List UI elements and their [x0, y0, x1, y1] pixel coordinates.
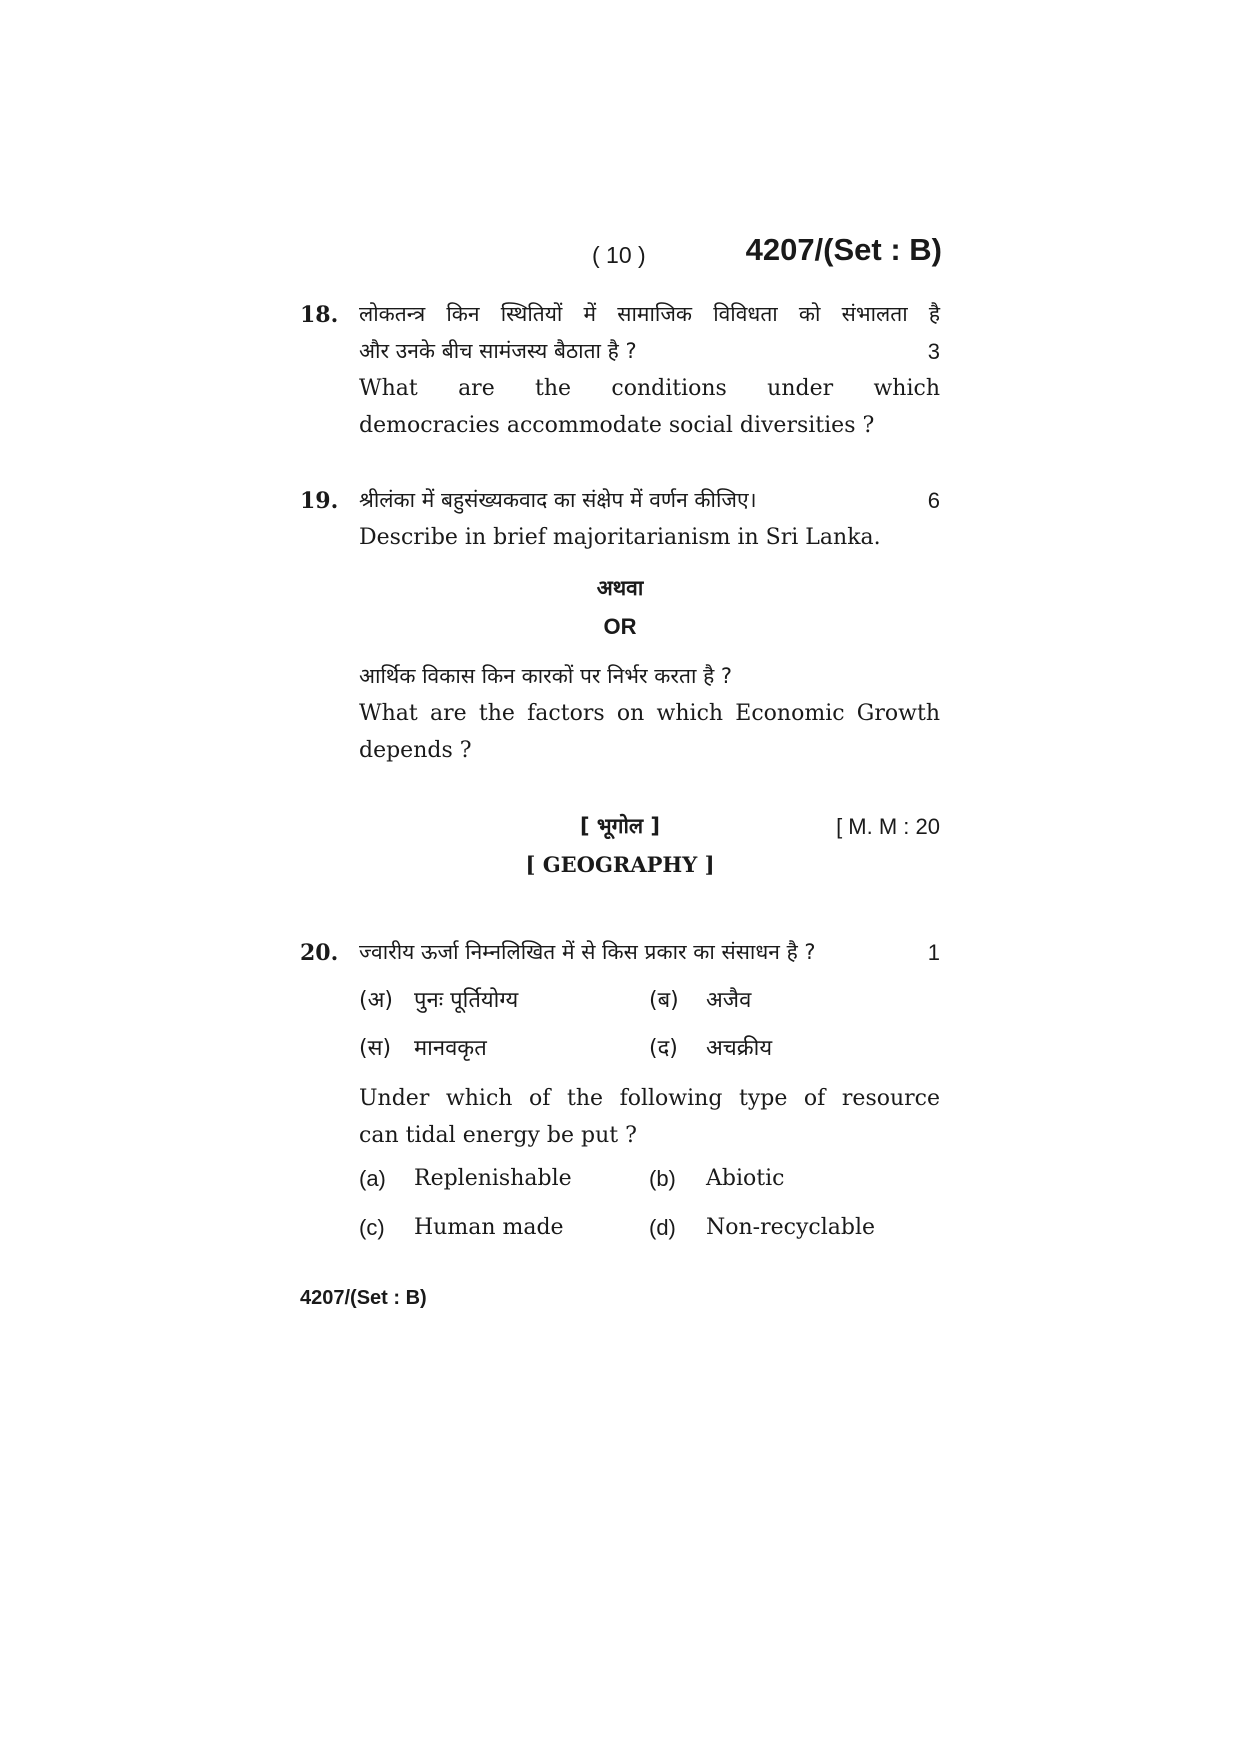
english-text-line: democracies accommodate social diversities ?	[359, 413, 875, 438]
hindi-text: और उनके बीच सामंजस्य बैठाता है ?	[359, 339, 637, 363]
question-body-english	[359, 1080, 940, 1154]
question-19	[300, 482, 940, 562]
option-text: अचक्रीय	[706, 1036, 773, 1061]
footer-set-code: 4207/(Set : B)	[300, 1287, 427, 1309]
english-text-line: What are the factors on which Economic Growth	[359, 701, 940, 726]
or-english: OR	[603, 614, 637, 639]
max-marks: [ M. M : 20	[836, 814, 940, 839]
option-text: पुनः पूर्तियोग्य	[414, 988, 519, 1013]
page-header	[0, 232, 1240, 282]
question-number: 19.	[300, 488, 339, 514]
option-label: (d)	[649, 1215, 676, 1240]
hindi-text-line	[359, 333, 940, 370]
or-hindi: अथवा	[596, 576, 644, 600]
english-text-line: can tidal energy be put ?	[359, 1123, 637, 1148]
marks: 6	[927, 488, 940, 513]
section-title-english: [ GEOGRAPHY ]	[525, 852, 715, 877]
hindi-text-line: लोकतन्त्र किन स्थितियों में सामाजिक विविधता को संभालता है	[359, 302, 940, 326]
set-code: 4207/(Set : B)	[745, 232, 942, 267]
option-label: (c)	[359, 1215, 385, 1240]
option-text: Non-recyclable	[706, 1215, 875, 1240]
hindi-text-line	[359, 934, 940, 971]
marks: 3	[927, 339, 940, 364]
question-body	[359, 482, 940, 556]
question-body	[359, 296, 940, 444]
option-label: (a)	[359, 1166, 386, 1191]
hindi-text: श्रीलंका में बहुसंख्यकवाद का संक्षेप में वर्णन कीजिए।	[359, 488, 757, 512]
option-text: अजैव	[706, 988, 752, 1013]
english-text-line: What are the conditions under which	[359, 376, 940, 401]
hindi-text-line	[359, 482, 940, 519]
option-text: मानवकृत	[414, 1036, 487, 1061]
question-body	[359, 658, 940, 769]
option-label: (स)	[359, 1036, 392, 1061]
question-18	[300, 296, 940, 446]
english-text: Describe in brief majoritarianism in Sri Lanka.	[359, 525, 881, 550]
question-number: 20.	[300, 940, 339, 966]
option-text: Abiotic	[706, 1166, 785, 1191]
option-label: (b)	[649, 1166, 676, 1191]
page-number: ( 10 )	[592, 242, 646, 268]
english-text-line: Under which of the following type of resource	[359, 1086, 940, 1111]
question-number: 18.	[300, 302, 339, 328]
question-20	[300, 934, 940, 1240]
question-19-alternative	[300, 658, 940, 778]
english-text-line: depends ?	[359, 738, 472, 763]
hindi-text: आर्थिक विकास किन कारकों पर निर्भर करता है ?	[359, 664, 733, 688]
section-title-hindi: [ भूगोल ]	[579, 814, 661, 838]
option-label: (ब)	[649, 988, 679, 1013]
option-label: (अ)	[359, 988, 393, 1013]
question-body	[359, 934, 940, 971]
marks: 1	[927, 940, 940, 965]
hindi-text: ज्वारीय ऊर्जा निम्नलिखित में से किस प्रकार का संसाधन है ?	[359, 940, 816, 964]
option-text: Replenishable	[414, 1166, 572, 1191]
option-text: Human made	[414, 1215, 564, 1240]
option-label: (द)	[649, 1036, 678, 1061]
